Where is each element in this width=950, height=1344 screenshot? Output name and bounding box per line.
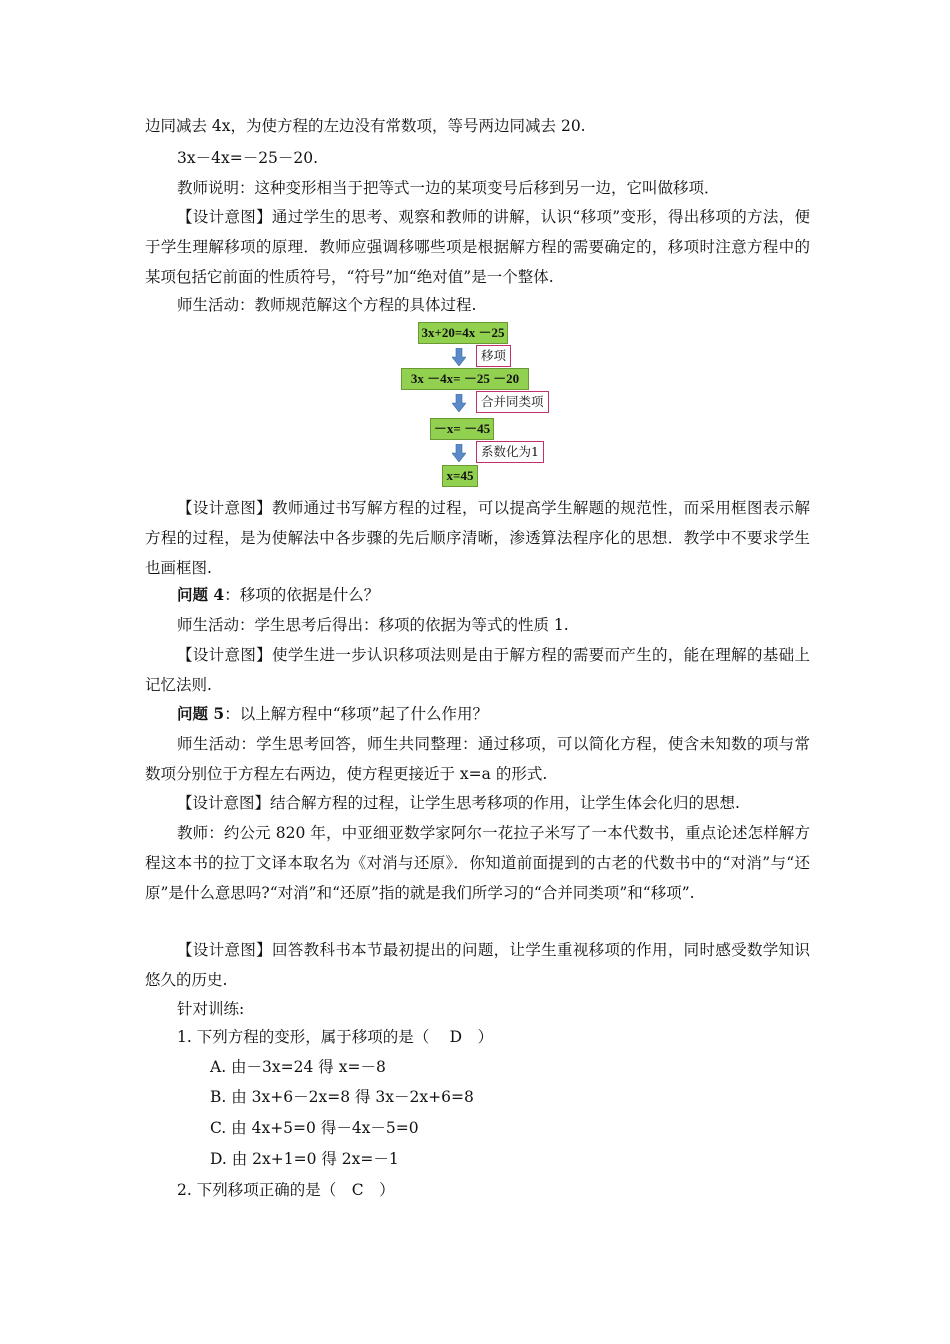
exercise-1-option-c: C. 由 4x+5=0 得－4x－5=0 (210, 1119, 419, 1137)
exercise-1-option-b: B. 由 3x+6－2x=8 得 3x－2x+6=8 (210, 1088, 474, 1106)
question-label: 问题 5 (177, 704, 225, 723)
activity-paragraph: 师生活动：学生思考回答，师生共同整理：通过移项，可以简化方程，使含未知数的项与常数项分别位于方程左右两边，使方程更接近于 x=a 的形式. (145, 735, 810, 783)
teacher-explanation: 教师说明：这种变形相当于把等式一边的某项变号后移到另一边，它叫做移项． (177, 179, 720, 197)
paragraph-continuation: 边同减去 4x，为使方程的左边没有常数项，等号两边同减去 20. (145, 117, 586, 135)
design-intent-text: 回答教科书本节最初提出的问题，让学生重视移项的作用，同时感受数学知识悠久的历史. (145, 941, 810, 989)
exercise-heading: 针对训练: (177, 1000, 245, 1018)
flow-label-1: 移项 (476, 345, 511, 367)
down-arrow-icon (452, 394, 466, 412)
design-intent-paragraph-5 (145, 935, 810, 995)
down-arrow-icon (452, 444, 466, 462)
activity-line: 师生活动：教师规范解这个方程的具体过程. (177, 296, 477, 314)
flow-label-2: 合并同类项 (476, 391, 549, 413)
question-label: 问题 4 (177, 585, 225, 604)
exercise-1-option-d: D. 由 2x+1=0 得 2x=－1 (210, 1150, 399, 1168)
flow-step-3: －x= －45 (430, 418, 494, 440)
design-intent-paragraph-2 (145, 493, 810, 583)
question-text: ：移项的依据是什么？ (224, 586, 380, 604)
flow-label-3: 系数化为1 (476, 441, 544, 463)
down-arrow-icon (452, 348, 466, 366)
design-intent-heading: 【设计意图】 (177, 941, 272, 959)
exercise-1-option-a: A. 由－3x=24 得 x=－8 (210, 1058, 386, 1076)
flow-step-2: 3x －4x= －25 －20 (401, 368, 529, 390)
question-5 (145, 699, 810, 729)
flow-step-1: 3x+20=4x －25 (418, 322, 508, 344)
exercise-1-question: 1. 下列方程的变形，属于移项的是（ D ） (177, 1028, 494, 1046)
design-intent-paragraph-1 (145, 202, 810, 292)
question-text: ：以上解方程中“移项”起了什么作用？ (224, 705, 489, 723)
exercise-2-question: 2. 下列移项正确的是（ C ） (177, 1181, 395, 1199)
question-4 (145, 580, 810, 610)
solution-flowchart (380, 318, 580, 488)
design-intent-heading: 【设计意图】 (177, 208, 272, 226)
flow-step-4: x=45 (442, 465, 478, 487)
design-intent-text: 教师通过书写解方程的过程，可以提高学生解题的规范性，而采用框图表示解方程的过程，是为使解法中各步骤的先后顺序清晰，渗透算法程序化的思想．教学中不要求学生也画框图. (145, 499, 810, 577)
design-intent-text: 结合解方程的过程，让学生思考移项的作用，让学生体会化归的思想. (270, 794, 740, 812)
design-intent-heading: 【设计意图】 (177, 646, 272, 664)
equation-line: 3x－4x=－25－20. (177, 149, 319, 167)
design-intent-text: 通过学生的思考、观察和教师的讲解，认识“移项”变形，得出移项的方法，便于学生理解移项的原理．教师应强调移哪些项是根据解方程的需要确定的，移项时注意方程中的某项包括它前面的性质符号，“符号”加“绝对值”是一个整体. (145, 208, 810, 286)
design-intent-heading: 【设计意图】 (177, 794, 271, 812)
teacher-history-paragraph: 教师：约公元 820 年，中亚细亚数学家阿尔一花拉子米写了一本代数书，重点论述怎样解方程这本书的拉丁文译本取名为《对消与还原》．你知道前面提到的古老的代数书中的“对消”与“还原”是什么意思吗?“对消”和“还原”指的就是我们所学习的“合并同类项”和“移项”. (145, 824, 810, 902)
design-intent-paragraph-3 (145, 640, 810, 700)
design-intent-text: 使学生进一步认识移项法则是由于解方程的需要而产生的，能在理解的基础上记忆法则. (145, 646, 810, 694)
design-intent-heading: 【设计意图】 (177, 499, 272, 517)
design-intent-paragraph-4 (145, 788, 810, 818)
activity-line: 师生活动：学生思考后得出：移项的依据为等式的性质 1. (177, 616, 569, 634)
